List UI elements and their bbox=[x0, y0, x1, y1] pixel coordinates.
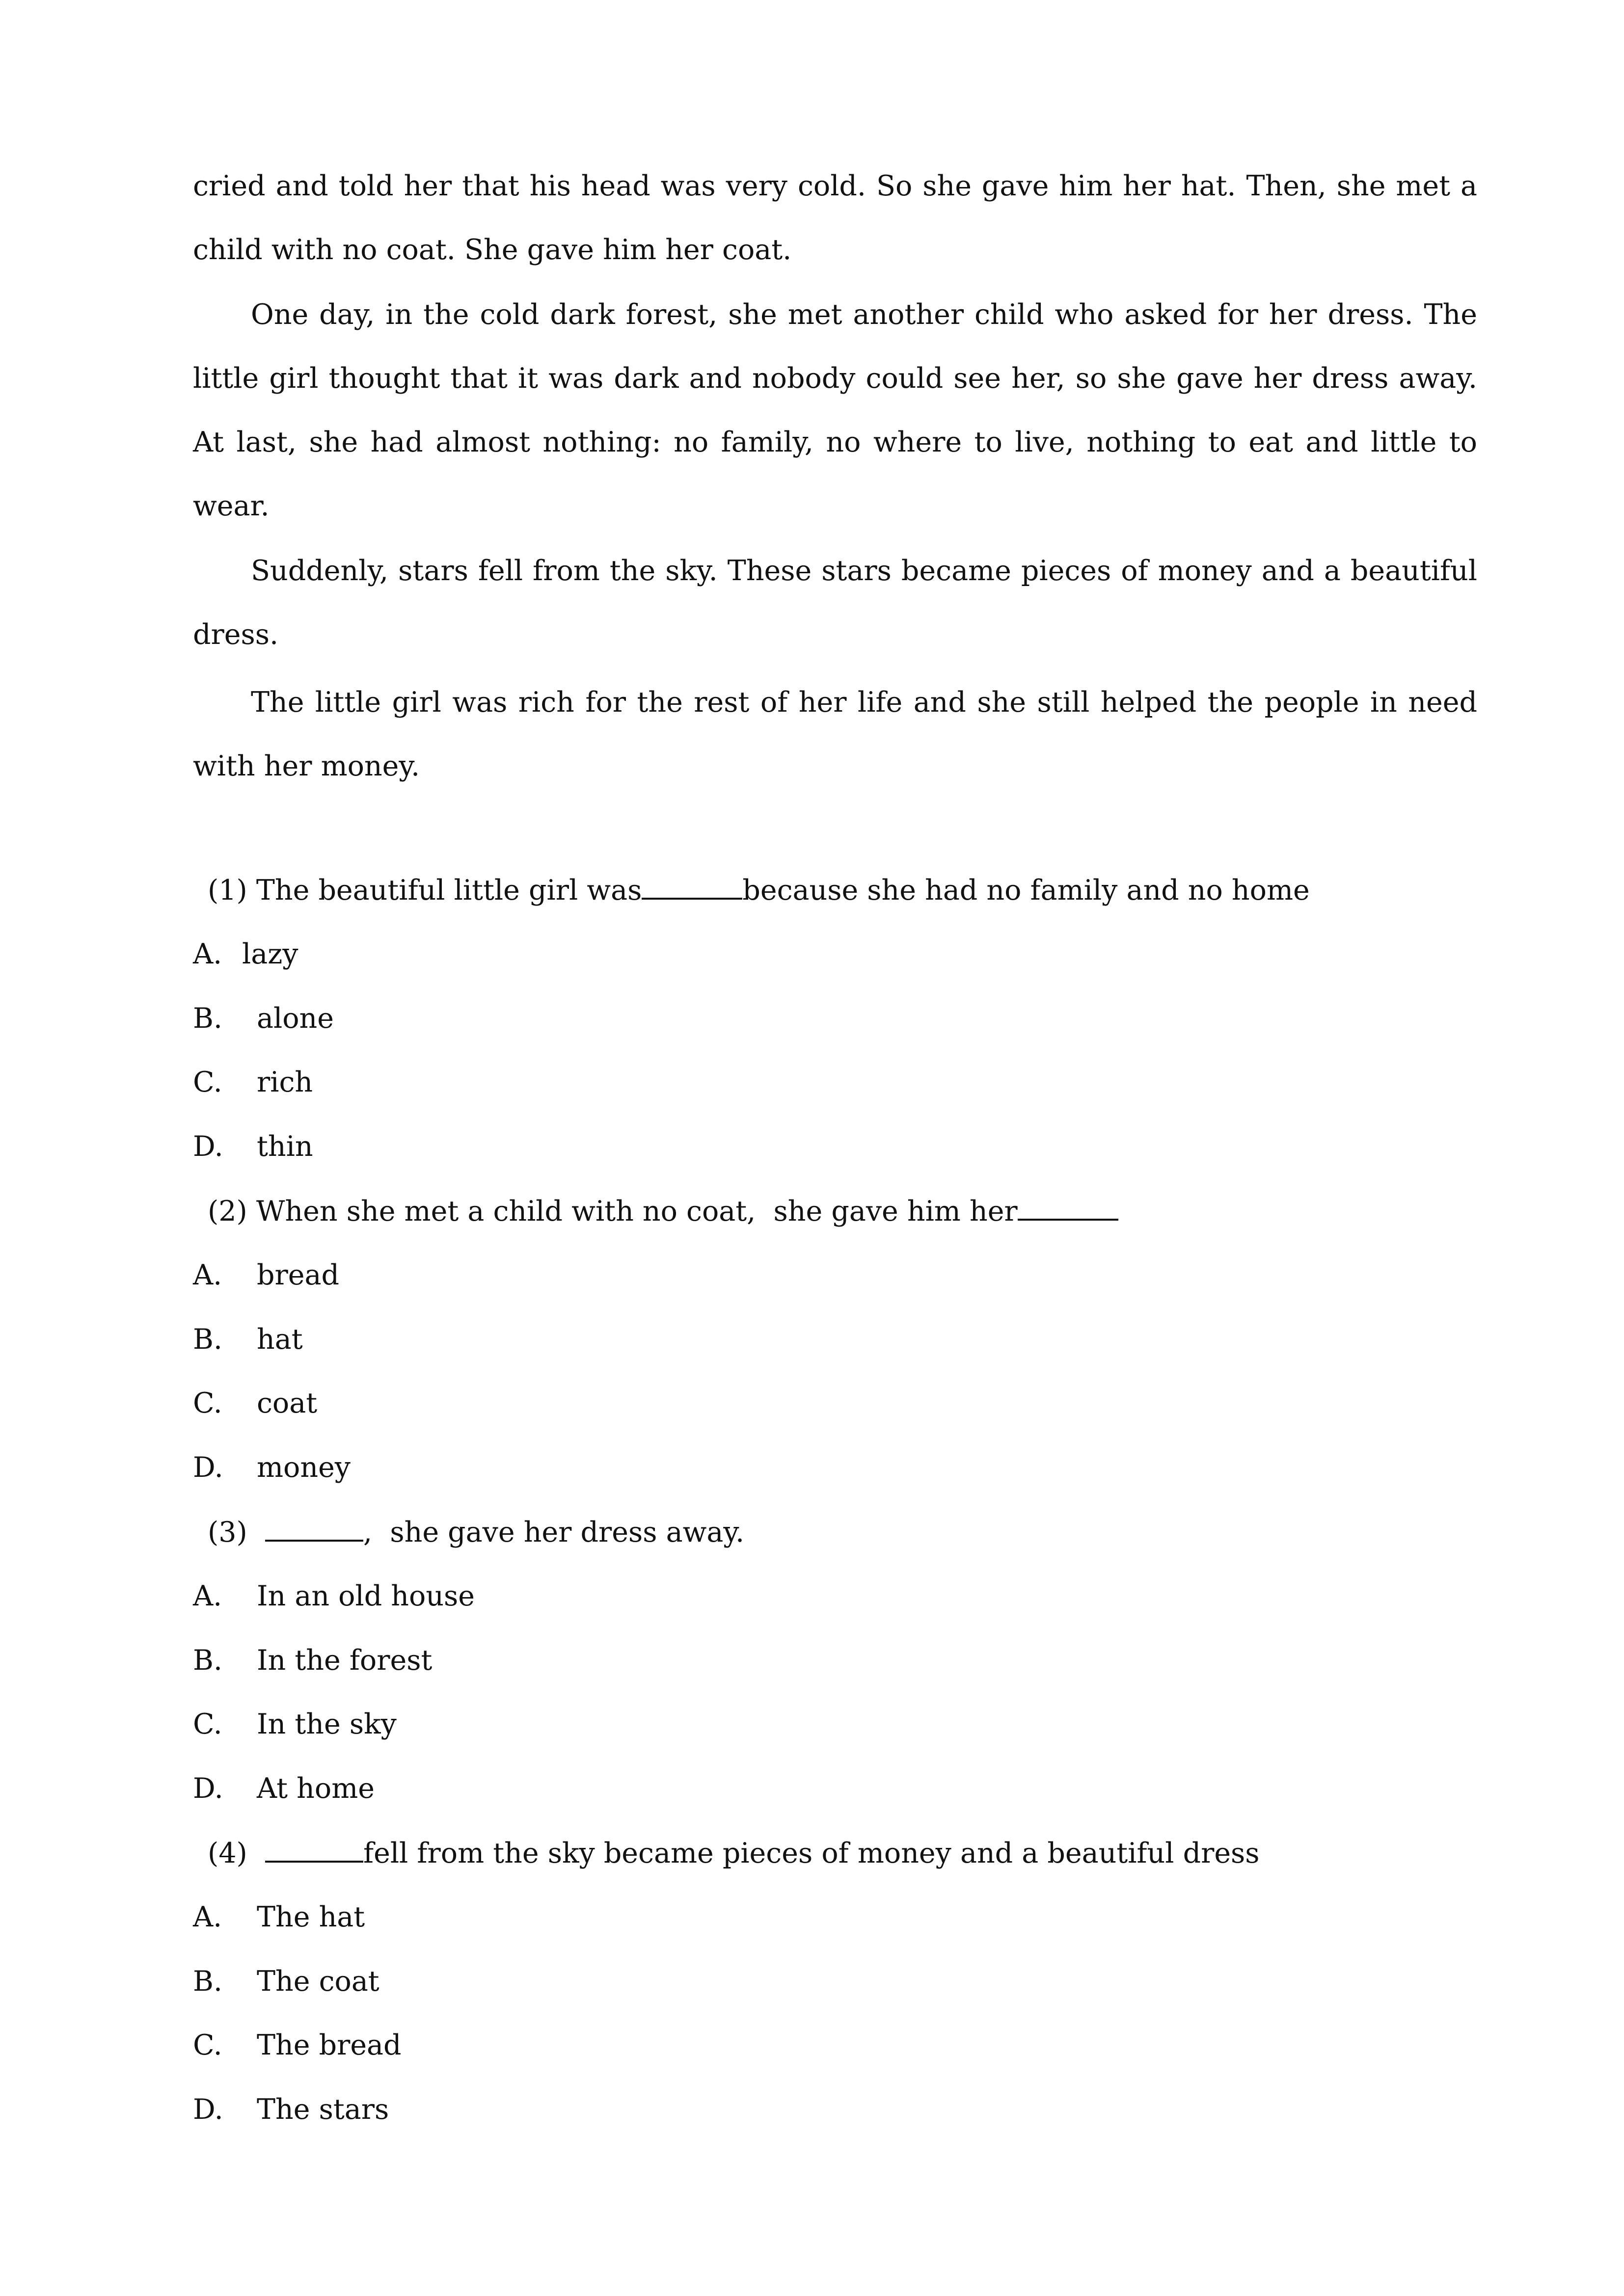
option-letter: C. bbox=[193, 2029, 222, 2061]
option-letter: A. bbox=[193, 938, 222, 970]
answer-blank[interactable] bbox=[642, 870, 742, 900]
answer-blank[interactable] bbox=[265, 1512, 363, 1542]
option-text: coat bbox=[257, 1387, 318, 1419]
option-letter: C. bbox=[193, 1708, 222, 1740]
question-stem: The beautiful little girl was bbox=[247, 874, 642, 907]
option-letter: B. bbox=[193, 1644, 223, 1677]
option-2c[interactable] bbox=[193, 1384, 317, 1423]
option-letter: B. bbox=[193, 1002, 223, 1035]
option-text: hat bbox=[257, 1323, 303, 1356]
option-letter: A. bbox=[193, 1259, 222, 1291]
question-1 bbox=[208, 870, 1310, 910]
option-4c[interactable] bbox=[193, 2026, 402, 2065]
question-number: (4) bbox=[208, 1837, 247, 1869]
option-letter: D. bbox=[193, 1772, 223, 1805]
option-text: alone bbox=[257, 1002, 334, 1035]
question-number: (2) bbox=[208, 1195, 247, 1228]
question-stem-end: fell from the sky became pieces of money and a beautiful dress bbox=[363, 1837, 1260, 1869]
option-text: money bbox=[257, 1451, 351, 1484]
question-number: (1) bbox=[208, 874, 247, 907]
question-stem-end: , she gave her dress away. bbox=[363, 1516, 745, 1548]
option-letter: D. bbox=[193, 1451, 223, 1484]
option-2b[interactable] bbox=[193, 1320, 303, 1359]
question-stem: When she met a child with no coat, she gave him her bbox=[247, 1195, 1018, 1228]
option-3d[interactable] bbox=[193, 1769, 375, 1808]
option-text: rich bbox=[257, 1066, 313, 1098]
option-letter: A. bbox=[193, 1580, 222, 1612]
option-text: In the forest bbox=[257, 1644, 433, 1677]
option-text: At home bbox=[257, 1772, 375, 1805]
option-4d[interactable] bbox=[193, 2090, 389, 2129]
option-1c[interactable] bbox=[193, 1063, 313, 1102]
option-3c[interactable] bbox=[193, 1705, 397, 1744]
option-letter: B. bbox=[193, 1965, 223, 1998]
option-2a[interactable] bbox=[193, 1255, 339, 1295]
option-letter: D. bbox=[193, 1130, 223, 1163]
option-text: In the sky bbox=[257, 1708, 397, 1740]
answer-blank[interactable] bbox=[1018, 1191, 1118, 1221]
question-3 bbox=[208, 1512, 744, 1552]
option-text: thin bbox=[257, 1130, 313, 1163]
question-number: (3) bbox=[208, 1516, 247, 1548]
option-letter: A. bbox=[193, 1901, 222, 1933]
option-text: The hat bbox=[257, 1901, 365, 1933]
passage-paragraph-4: The little girl was rich for the rest of her life and she still helped the people in need with her money. bbox=[193, 686, 1477, 782]
option-2d[interactable] bbox=[193, 1448, 351, 1487]
passage-paragraph-3: Suddenly, stars fell from the sky. These stars became pieces of money and a beautiful dress. bbox=[193, 555, 1477, 651]
passage-paragraph-1: cried and told her that his head was very cold. So she gave him her hat. Then, she met a child with no coat. She gave him her coat. bbox=[193, 170, 1477, 266]
option-text: bread bbox=[257, 1259, 339, 1291]
document-page bbox=[193, 0, 1477, 2296]
option-3a[interactable] bbox=[193, 1576, 475, 1616]
option-letter: B. bbox=[193, 1323, 223, 1356]
option-1b[interactable] bbox=[193, 999, 334, 1038]
option-text: The bread bbox=[257, 2029, 402, 2061]
option-1d[interactable] bbox=[193, 1127, 313, 1166]
question-4 bbox=[208, 1833, 1260, 1873]
question-2 bbox=[208, 1191, 1118, 1231]
question-stem-end: because she had no family and no home bbox=[742, 874, 1310, 907]
option-letter: C. bbox=[193, 1066, 222, 1098]
option-4b[interactable] bbox=[193, 1962, 379, 2001]
option-letter: C. bbox=[193, 1387, 222, 1419]
option-text: lazy bbox=[242, 938, 298, 970]
answer-blank[interactable] bbox=[265, 1833, 363, 1863]
passage-paragraph-2: One day, in the cold dark forest, she met another child who asked for her dress. The little girl thought that it was dark and nobody could see her, so she gave her dress away. At last, she had almost nothing: no family, no where to live, nothing to eat and little to wear. bbox=[193, 298, 1477, 522]
option-text: The stars bbox=[257, 2093, 389, 2126]
option-4a[interactable] bbox=[193, 1897, 365, 1937]
option-3b[interactable] bbox=[193, 1641, 432, 1680]
option-letter: D. bbox=[193, 2093, 223, 2126]
option-1a[interactable] bbox=[193, 934, 298, 974]
option-text: The coat bbox=[257, 1965, 379, 1998]
option-text: In an old house bbox=[257, 1580, 475, 1612]
